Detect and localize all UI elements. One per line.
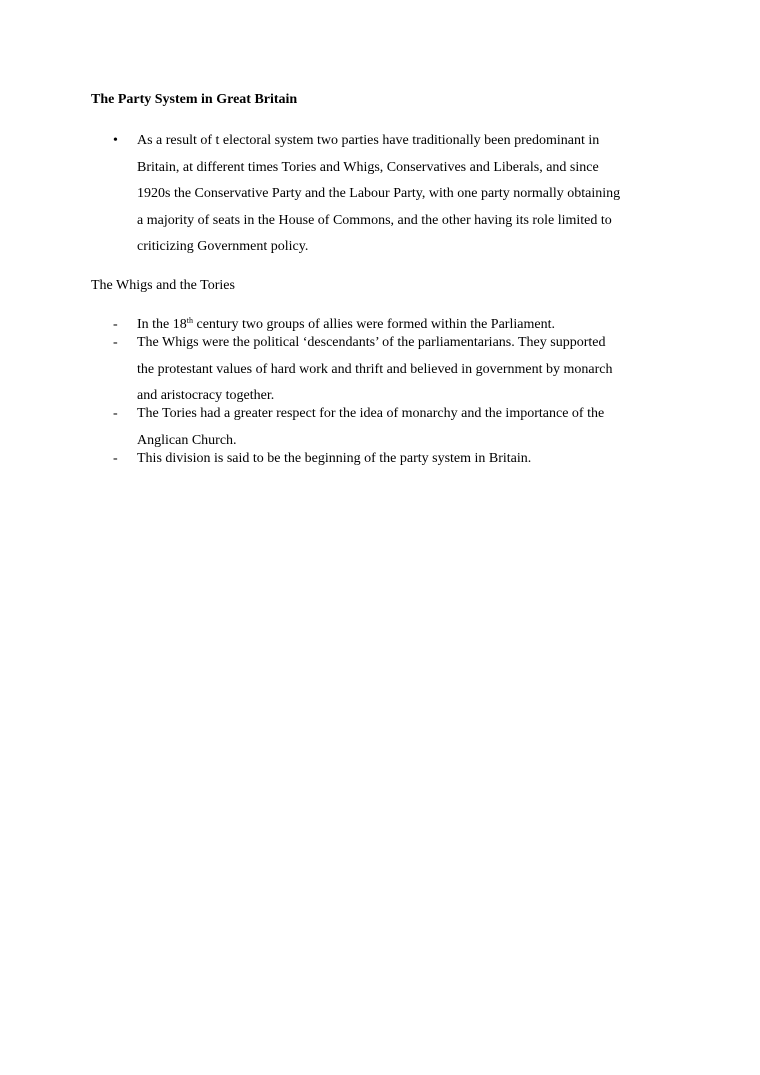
text-run: century two groups of allies were formed within the Parliament.: [193, 317, 555, 332]
bullet-line: Britain, at different times Tories and Whigs, Conservatives and Liberals, and since: [137, 159, 599, 175]
dash-item-text: [137, 450, 697, 468]
section-subheading: The Whigs and the Tories: [91, 278, 235, 293]
dash-line: Anglican Church.: [137, 432, 237, 448]
dash-line: The Whigs were the political ‘descendants’ of the parliamentarians. They supported: [137, 335, 606, 350]
dash-marker: -: [113, 451, 118, 466]
dash-line: The Tories had a greater respect for the idea of monarchy and the importance of the: [137, 406, 605, 421]
document-title: The Party System in Great Britain: [91, 92, 298, 107]
bullet-marker: •: [113, 133, 118, 148]
dash-line: This division is said to be the beginning of the party system in Britain.: [137, 451, 532, 466]
bullet-line: a majority of seats in the House of Commons, and the other having its role limited to: [137, 212, 612, 228]
superscript: th: [186, 316, 193, 325]
dash-line: [137, 316, 697, 334]
bullet-paragraph: [137, 128, 697, 261]
dash-item-text: [137, 334, 697, 405]
dash-marker: -: [113, 335, 118, 350]
text-run: In the 18: [137, 317, 187, 332]
dash-marker: -: [113, 406, 118, 421]
bullet-line: criticizing Government policy.: [137, 239, 309, 254]
dash-marker: -: [113, 317, 118, 332]
dash-item-text: [137, 316, 697, 334]
bullet-line: 1920s the Conservative Party and the Labour Party, with one party normally obtaining: [137, 186, 621, 201]
dash-line: the protestant values of hard work and thrift and believed in government by monarch: [137, 361, 613, 377]
dash-item-text: [137, 405, 697, 450]
dash-line: and aristocracy together.: [137, 388, 275, 403]
bullet-line: As a result of t electoral system two parties have traditionally been predominant in: [137, 133, 600, 148]
